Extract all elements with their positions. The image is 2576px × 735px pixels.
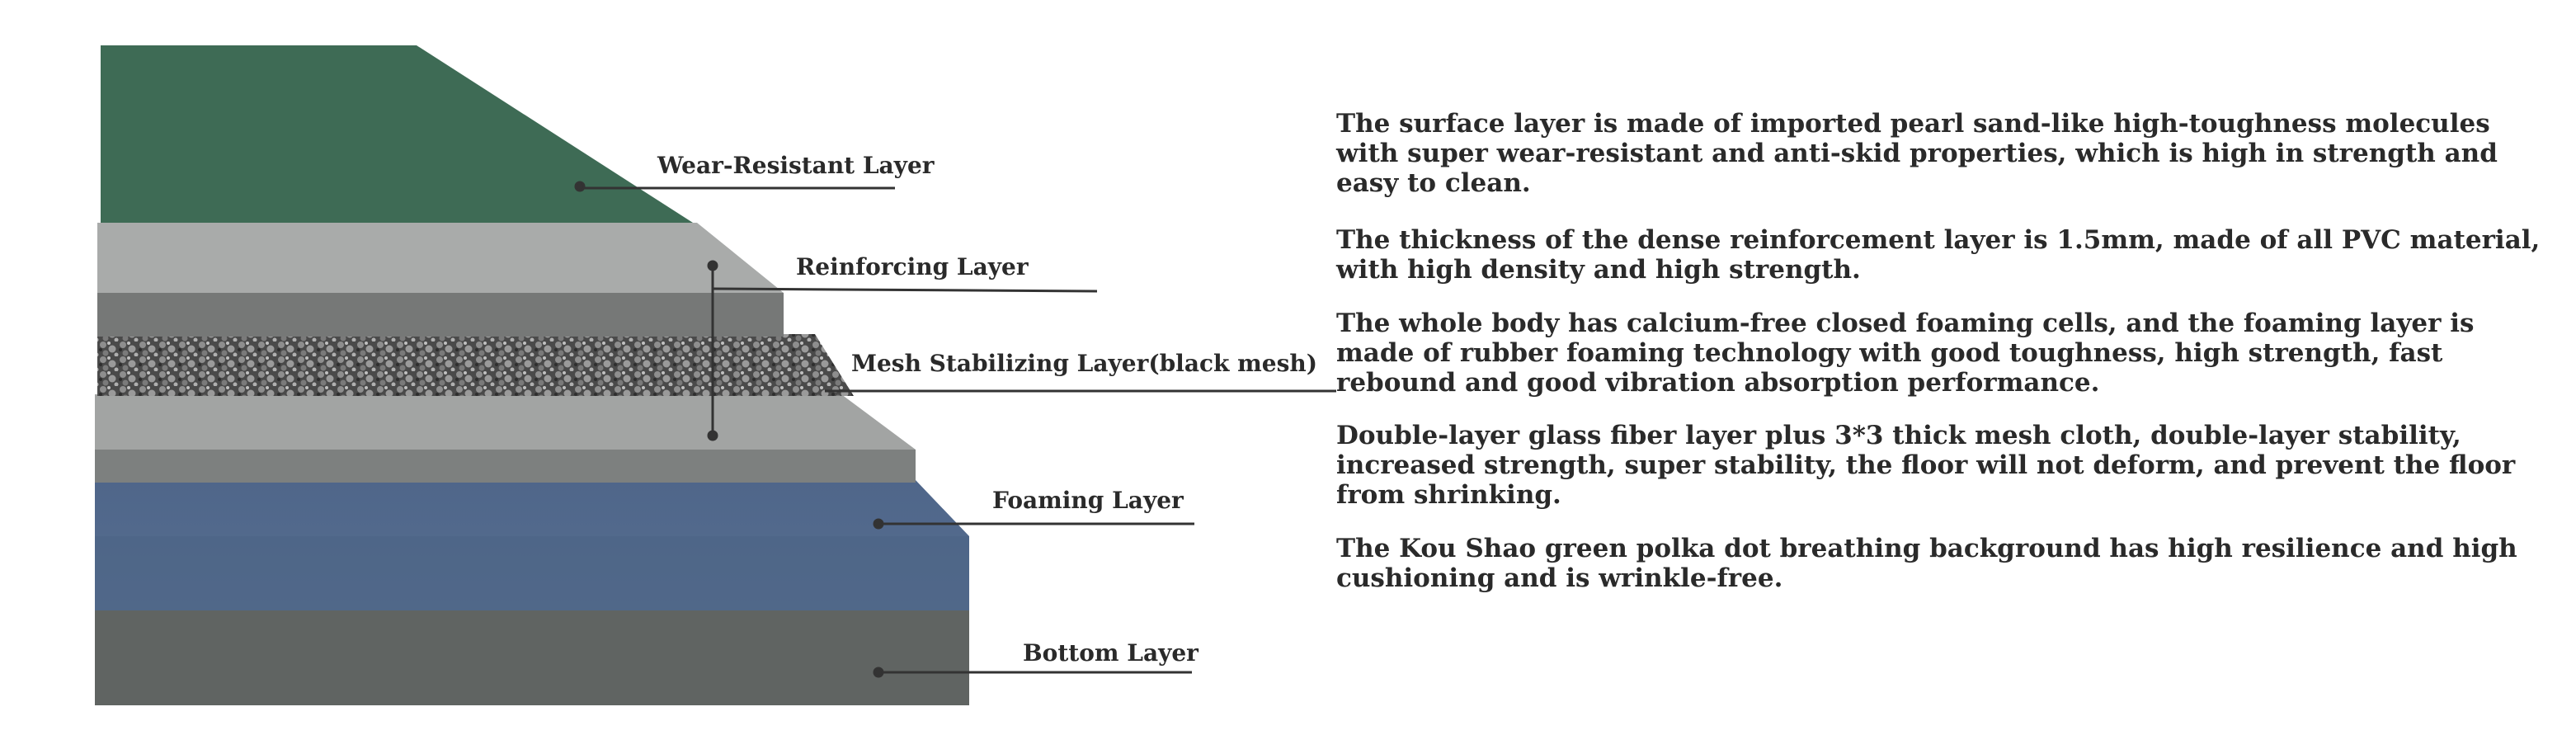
mesh-stabilizing-layer-label: Mesh Stabilizing Layer(black mesh) bbox=[851, 350, 1317, 377]
wear-resistant-layer-label: Wear-Resistant Layer bbox=[657, 152, 935, 179]
mesh-layer-description: Double-layer glass fiber layer plus 3*3 thick mesh cloth, double-layer stability, increased strength, super stability, the floor will not deform, and prevent the floor from shrinking. bbox=[1336, 421, 2516, 510]
bottom-layer-label: Bottom Layer bbox=[1023, 639, 1199, 667]
foaming-layer-band bbox=[95, 536, 969, 610]
foaming-layer-label: Foaming Layer bbox=[992, 487, 1184, 514]
lower-gray-layer-side bbox=[95, 450, 916, 483]
reinforcing-layer-label: Reinforcing Layer bbox=[796, 253, 1029, 280]
wear-resistant-layer-shape bbox=[101, 45, 693, 223]
reinforcing-layer-description: The thickness of the dense reinforcement layer is 1.5mm, made of all PVC material, with high density and high strength. bbox=[1336, 225, 2541, 285]
wear-leader-dot bbox=[576, 182, 584, 191]
reinforcing-layer-side bbox=[97, 293, 784, 337]
foaming-layer-description: The whole body has calcium-free closed foaming cells, and the foaming layer is made of rubber foaming technology with good toughness, high strength, fast rebound and good vibration absorption performance. bbox=[1336, 309, 2475, 398]
foaming-leader-dot bbox=[874, 520, 883, 528]
bottom-leader-dot bbox=[874, 668, 883, 676]
mesh-layer-shape bbox=[97, 334, 854, 396]
reinforcing-lower-dot bbox=[709, 431, 717, 440]
bottom-layer-description: The Kou Shao green polka dot breathing background has high resilience and high cushioning and is wrinkle-free. bbox=[1336, 534, 2517, 593]
wear-layer-description: The surface layer is made of imported pearl sand-like high-toughness molecules with super wear-resistant and anti-skid properties, which is high in strength and easy to clean. bbox=[1336, 109, 2498, 198]
reinforcing-leader-dot bbox=[709, 261, 717, 270]
bottom-layer-shape bbox=[95, 609, 969, 705]
